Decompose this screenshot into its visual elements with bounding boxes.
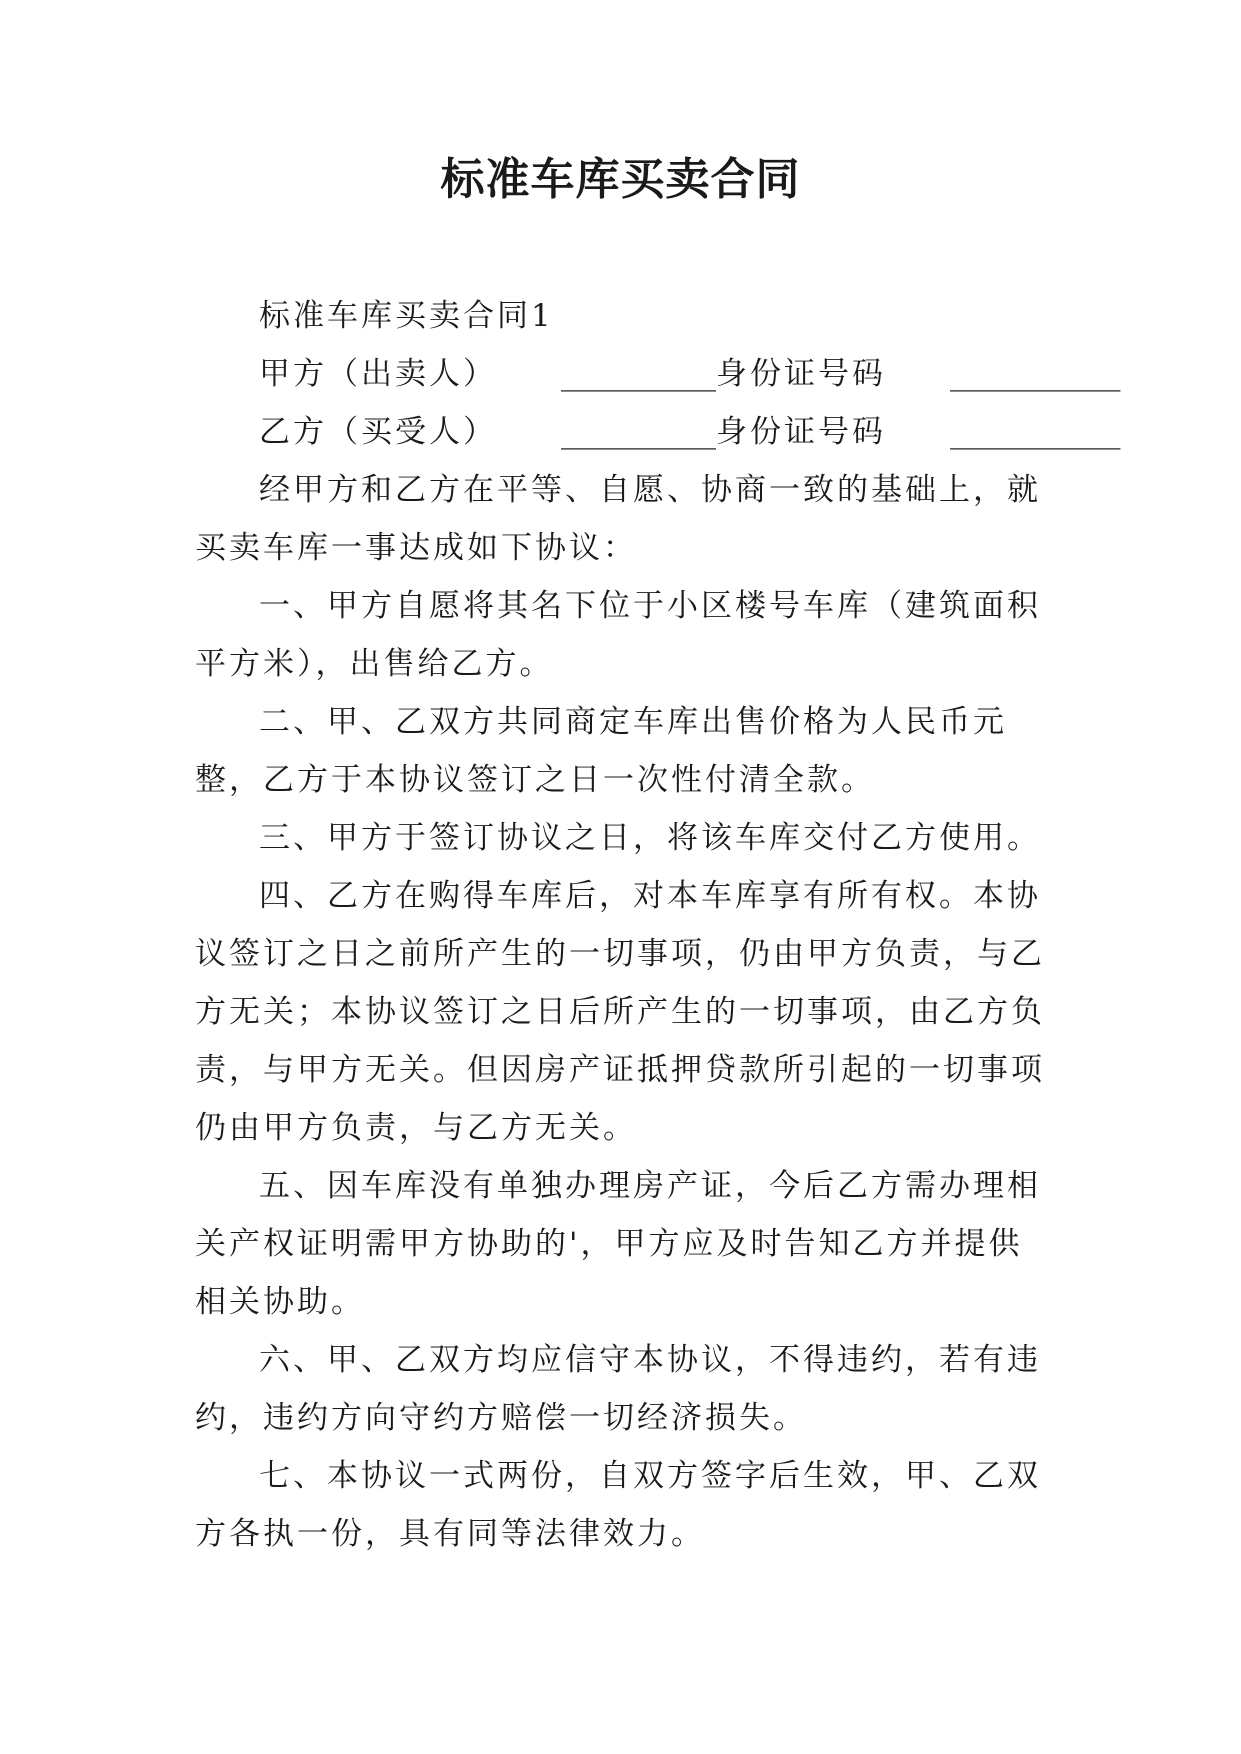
clause-4: 四、乙方在购得车库后，对本车库享有所有权。本协议签订之日之前所产生的一切事项，仍由甲方负责，与乙方无关；本协议签订之日后所产生的一切事项，由乙方负责，与甲方无关。但因房产证抵押贷款所引起的一切事项仍由甲方负责，与乙方无关。 <box>195 878 1045 1146</box>
party-a-id-blank: ___________ <box>950 356 1121 392</box>
party-a-line <box>195 345 1121 403</box>
clause-7: 七、本协议一式两份，自双方签字后生效，甲、乙双方各执一份，具有同等法律效力。 <box>195 1458 1041 1552</box>
paragraph-intro: 经甲方和乙方在平等、自愿、协商一致的基础上，就买卖车库一事达成如下协议： <box>195 472 1041 566</box>
document-title: 标准车库买卖合同 <box>440 154 801 205</box>
clause-5: 五、因车库没有单独办理房产证，今后乙方需办理相关产权证明需甲方协助的'，甲方应及时告知乙方并提供相关协助。 <box>195 1168 1041 1320</box>
clause-1: 一、甲方自愿将其名下位于小区楼号车库（建筑面积平方米），出售给乙方。 <box>195 588 1041 682</box>
clause-3: 三、甲方于签订协议之日，将该车库交付乙方使用。 <box>259 820 1041 856</box>
party-b-name-blank: __________ <box>561 414 716 450</box>
party-b-id-blank: ___________ <box>950 414 1121 450</box>
party-a-id-label: 身份证号码 <box>716 356 886 392</box>
party-a-name-blank: __________ <box>561 356 716 392</box>
party-b-id-label: 身份证号码 <box>716 414 886 450</box>
party-b-label: 乙方（买受人） <box>259 414 497 450</box>
document-body <box>195 287 1121 1563</box>
subtitle: 标准车库买卖合同1 <box>259 298 554 334</box>
party-a-label: 甲方（出卖人） <box>259 356 497 392</box>
clause-2: 二、甲、乙双方共同商定车库出售价格为人民币元整，乙方于本协议签订之日一次性付清全款。 <box>195 704 1007 798</box>
clause-6: 六、甲、乙双方均应信守本协议，不得违约，若有违约，违约方向守约方赔偿一切经济损失。 <box>195 1342 1041 1436</box>
party-b-line <box>195 403 1121 461</box>
